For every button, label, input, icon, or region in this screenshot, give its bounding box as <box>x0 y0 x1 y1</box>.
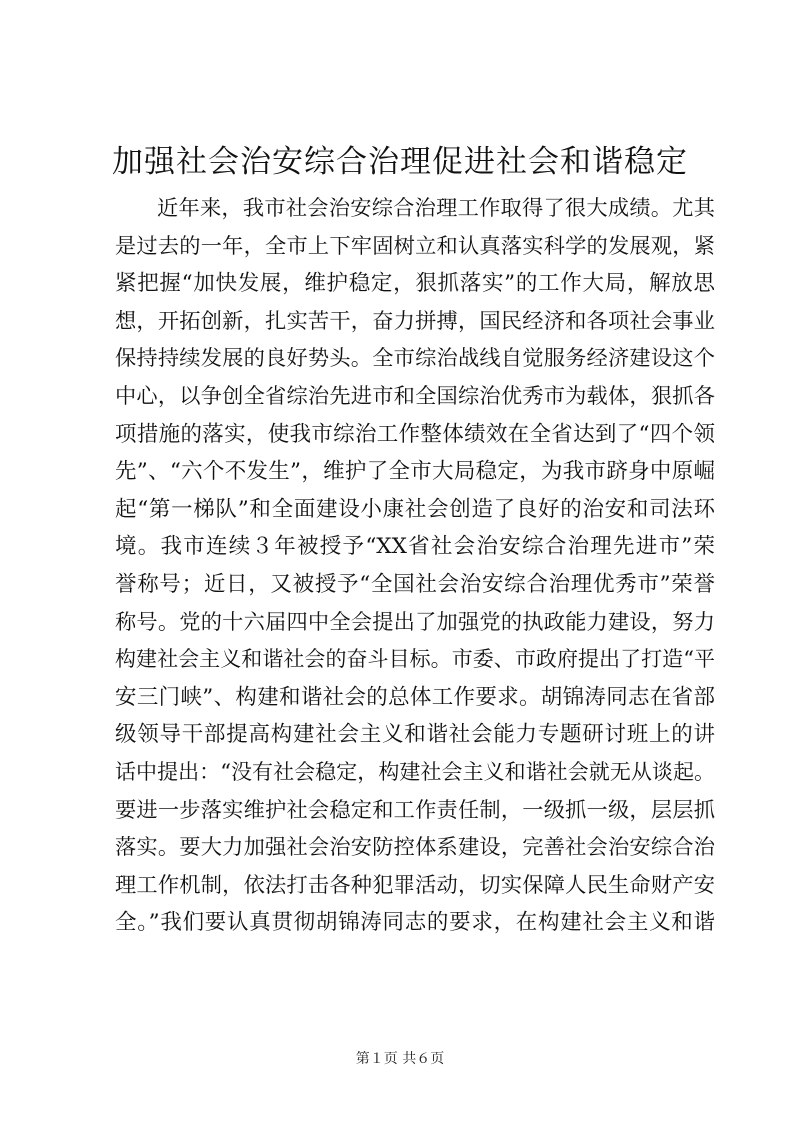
paragraph-line: 项措施的落实，使我市综治工作整体绩效在全省达到了“四个领 <box>115 421 715 447</box>
paragraph-line: 理工作机制，依法打击各种犯罪活动，切实保障人民生命财产安 <box>115 872 715 898</box>
paragraph-line: 全。”我们要认真贯彻胡锦涛同志的要求，在构建社会主义和谐 <box>115 910 715 936</box>
paragraph-line: 落实。要大力加强社会治安防控体系建设，完善社会治安综合治 <box>115 835 715 861</box>
paragraph-line: 安三门峡”、构建和谐社会的总体工作要求。胡锦涛同志在省部 <box>115 684 715 710</box>
paragraph-line: 是过去的一年，全市上下牢固树立和认真落实科学的发展观，紧 <box>115 233 715 259</box>
paragraph-line: 要进一步落实维护社会稳定和工作责任制，一级抓一级，层层抓 <box>115 797 715 823</box>
paragraph-line: 想，开拓创新，扎实苦干，奋力拼搏，国民经济和各项社会事业 <box>115 308 715 334</box>
document-title: 加强社会治安综合治理促进社会和谐稳定 <box>112 144 688 180</box>
paragraph-line: 境。我市连续３年被授予“XX省社会治安综合治理先进市”荣 <box>115 534 715 560</box>
paragraph-line: 构建社会主义和谐社会的奋斗目标。市委、市政府提出了打造“平 <box>115 647 715 672</box>
paragraph-line: 话中提出：“没有社会稳定，构建社会主义和谐社会就无从谈起。 <box>115 759 715 784</box>
paragraph-line: 起“第一梯队”和全面建设小康社会创造了良好的治安和司法环 <box>115 496 715 522</box>
paragraph-line: 级领导干部提高构建社会主义和谐社会能力专题研讨班上的讲 <box>115 722 715 748</box>
paragraph-line: 先”、“六个不发生”，维护了全市大局稳定，为我市跻身中原崛 <box>115 459 715 485</box>
body-paragraph <box>115 190 715 942</box>
paragraph-line: 中心，以争创全省综治先进市和全国综治优秀市为载体，狠抓各 <box>115 383 715 409</box>
paragraph-line: 誉称号；近日，又被授予“全国社会治安综合治理优秀市”荣誉 <box>115 571 715 597</box>
paragraph-line: 近年来，我市社会治安综合治理工作取得了很大成绩。尤其 <box>157 196 715 221</box>
paragraph-line: 紧把握“加快发展，维护稳定，狠抓落实”的工作大局，解放思 <box>115 271 715 297</box>
paragraph-line: 称号。党的十六届四中全会提出了加强党的执政能力建设，努力 <box>115 609 715 635</box>
page-number-footer: 第１页 共６页 <box>355 1051 445 1067</box>
paragraph-line: 保持持续发展的良好势头。全市综治战线自觉服务经济建设这个 <box>115 346 715 372</box>
